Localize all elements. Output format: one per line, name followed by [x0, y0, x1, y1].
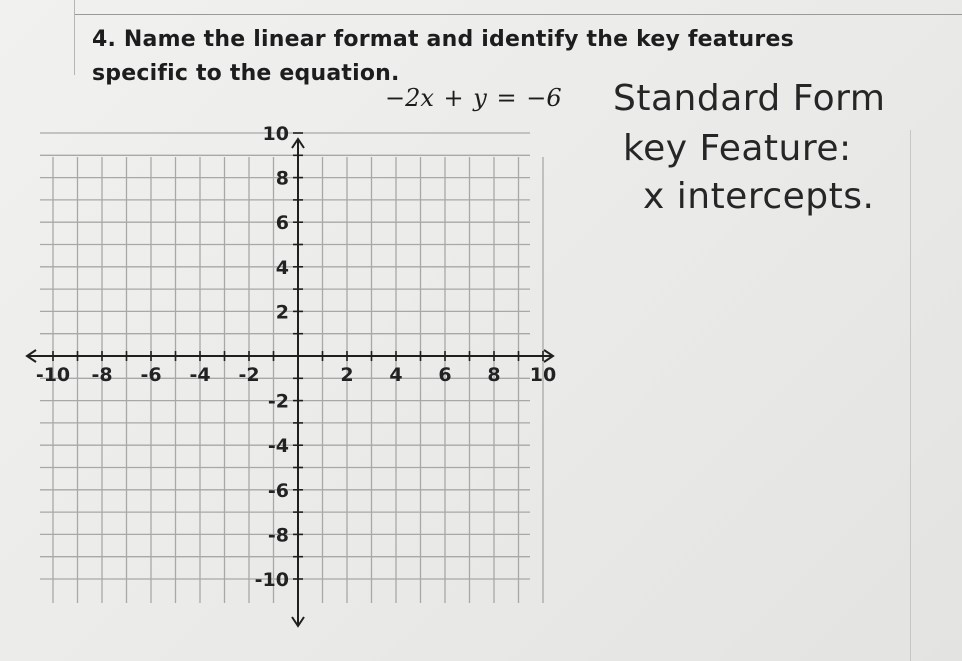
y-tick-label: 2 [275, 301, 289, 324]
question-text: 4. Name the linear format and identify the key features specific to the equation. [92, 27, 794, 86]
x-tick-label: -2 [238, 364, 260, 386]
handwritten-key-feature-answer: x intercepts. [643, 176, 875, 217]
y-tick-label: -4 [267, 435, 289, 458]
x-tick-label: 6 [438, 364, 452, 386]
x-tick-label: -6 [140, 364, 162, 386]
handwritten-answer-form: Standard Form [613, 78, 886, 119]
x-tick-label: 10 [529, 364, 557, 386]
y-tick-label: 8 [275, 167, 289, 190]
x-tick-label: -8 [91, 364, 113, 386]
x-tick-label: -4 [189, 364, 211, 386]
y-tick-label: 4 [275, 256, 289, 279]
y-tick-label: -2 [267, 390, 289, 413]
grid-lines [40, 133, 543, 603]
y-tick-label: 10 [262, 123, 289, 145]
y-tick-label: -8 [267, 524, 289, 547]
x-tick-label: 8 [487, 364, 501, 386]
y-tick-label: -6 [267, 479, 289, 502]
x-tick-label: 4 [389, 364, 403, 386]
x-tick-label: -10 [35, 364, 71, 386]
y-tick-label: -10 [254, 569, 289, 591]
x-tick-label: 2 [340, 364, 354, 386]
y-tick-label: 6 [275, 212, 289, 235]
handwritten-key-feature-label: key Feature: [623, 128, 852, 169]
equation-text: −2x + y = −6 [385, 84, 562, 112]
